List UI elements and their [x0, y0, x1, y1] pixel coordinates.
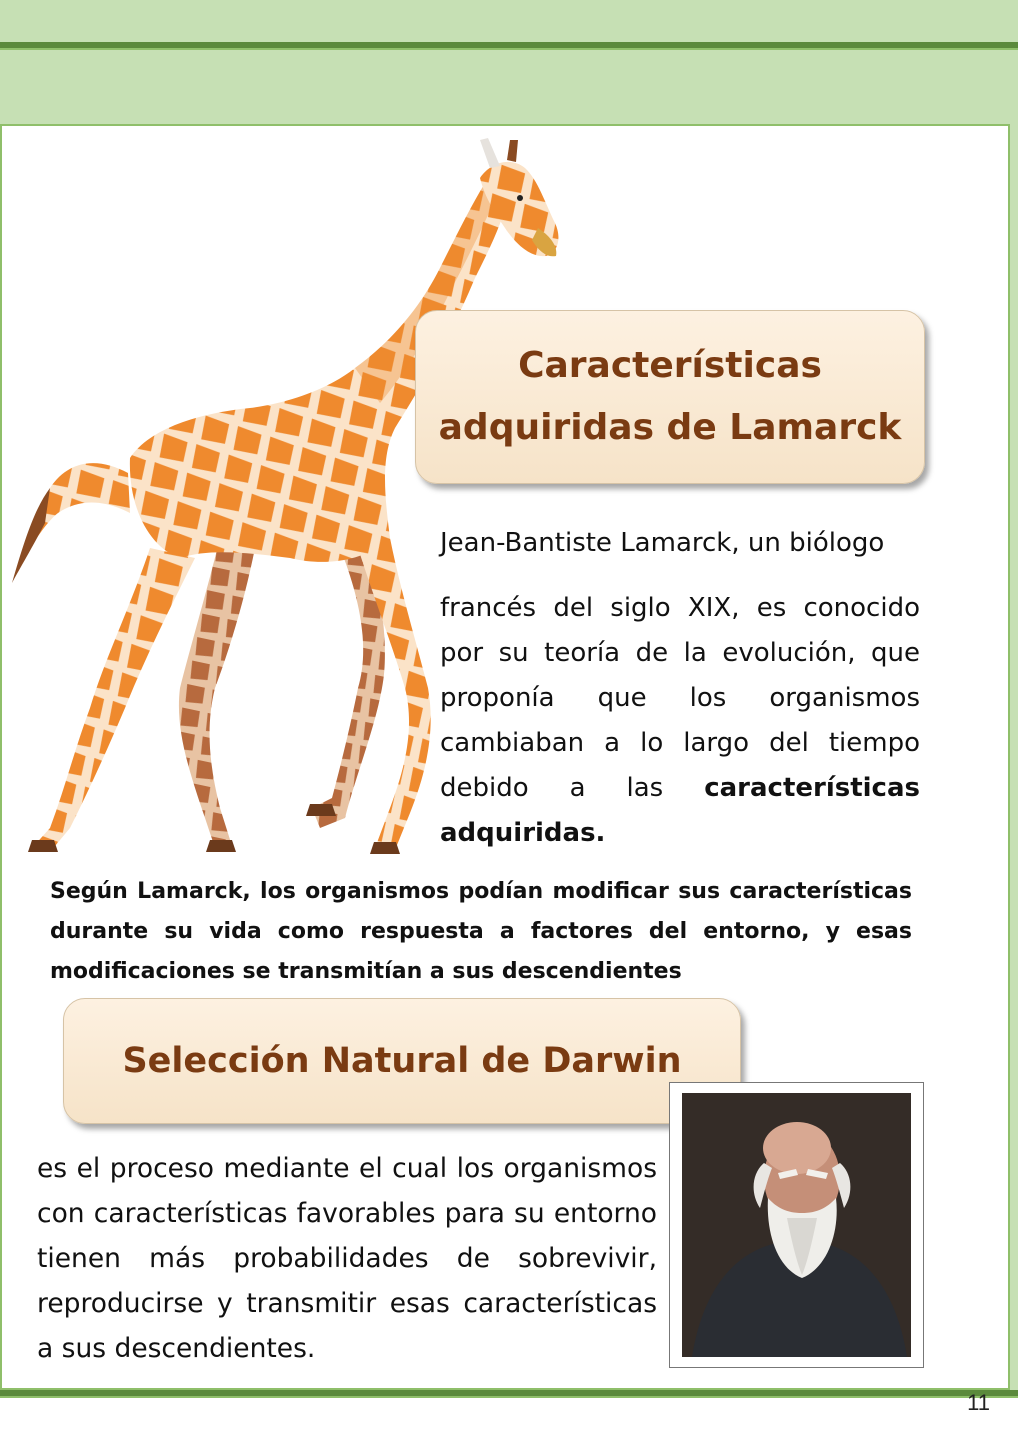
header-rule-light — [0, 48, 1018, 50]
lamarck-paragraph — [440, 586, 920, 856]
lamarck-title-box — [415, 310, 925, 484]
lamarck-title: Características adquiridas de Lamarck — [438, 345, 902, 448]
footer-band — [0, 1398, 1018, 1440]
lamarck-paragraph-bold: características adquiridas. — [440, 773, 920, 848]
page-number: 11 — [967, 1390, 990, 1415]
darwin-portrait — [682, 1093, 911, 1357]
lamarck-note: Según Lamarck, los organismos podían modificar sus características durante su vida como respuesta a factores del entorno, y esas modificaciones se transmitían a sus descendientes — [50, 879, 912, 984]
lamarck-paragraph-text: francés del siglo XIX, es conocido por su teoría de la evolución, que proponía que los organismos cambiaban a lo largo del tiempo debido a las — [440, 593, 920, 803]
darwin-paragraph: es el proceso mediante el cual los organismos con características favorables para su entorno tienen más probabilidades de sobrevivir, reproducirse y transmitir esas características a sus descendientes. — [37, 1153, 657, 1364]
darwin-portrait-frame — [669, 1082, 924, 1368]
darwin-title: Selección Natural de Darwin — [122, 1041, 682, 1081]
header-band — [0, 0, 1018, 44]
darwin-title-box — [63, 998, 741, 1124]
lamarck-intro-line: Jean-Bantiste Lamarck, un biólogo — [440, 528, 885, 558]
